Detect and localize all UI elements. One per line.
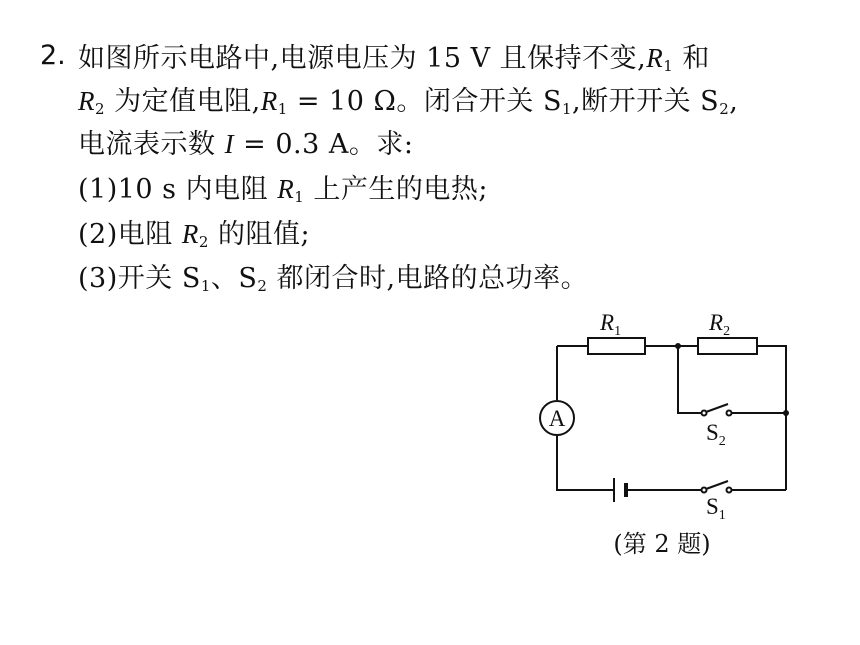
var-i: I [224, 129, 235, 159]
switch-s2-lever [706, 404, 728, 412]
text: = 10 Ω。闭合开关 S [287, 86, 562, 117]
sub-1: 1 [277, 100, 288, 118]
var: R [600, 310, 615, 335]
switch-s1-lever [706, 481, 728, 489]
sub: 1 [614, 324, 622, 339]
text: = 0.3 A。求: [234, 129, 414, 160]
switch-s1-contact [727, 488, 732, 493]
var-r2: R [181, 219, 199, 249]
text: (1)10 s 内电阻 [78, 174, 278, 205]
var: S [706, 420, 719, 445]
sub: 1 [718, 508, 726, 523]
text: 上产生的电热; [304, 174, 488, 205]
text: 为定值电阻, [105, 86, 261, 117]
figure-caption: (第 2 题) [613, 530, 711, 558]
sub-1: 1 [663, 57, 674, 75]
junction-dot [783, 410, 789, 416]
var-r1: R [260, 86, 278, 116]
text: ,断开开关 S [572, 86, 720, 117]
label-s2 [706, 420, 726, 449]
var-r1: R [646, 43, 664, 73]
resistor-r1 [588, 338, 645, 354]
sub-2: 2 [257, 277, 268, 295]
ammeter-label: A [548, 406, 566, 431]
sub-1: 1 [561, 100, 573, 118]
text: 和 [673, 43, 710, 74]
text: , [729, 86, 739, 117]
resistor-r2 [698, 338, 757, 354]
text: 如图所示电路中,电源电压为 15 V 且保持不变, [78, 43, 647, 74]
var-r1: R [277, 174, 295, 204]
sub: 2 [723, 324, 731, 339]
label-r1 [599, 310, 621, 339]
sub-2: 2 [719, 100, 730, 118]
label-r2 [708, 310, 730, 339]
sub-1: 1 [294, 188, 305, 206]
switch-s2-contact [727, 411, 732, 416]
text: 的阻值; [208, 219, 311, 250]
var: R [709, 310, 724, 335]
sub-2: 2 [95, 100, 106, 118]
sub: 2 [718, 434, 726, 449]
text: 都闭合时,电路的总功率。 [267, 263, 589, 294]
text: (2)电阻 [78, 219, 182, 250]
junction-dot [675, 343, 681, 349]
text: 、S [210, 263, 258, 294]
label-s1 [706, 494, 726, 523]
var-r2: R [78, 86, 95, 116]
text: 电流表示数 [78, 129, 225, 160]
wire-top-right [757, 346, 786, 490]
text: (3)开关 S [78, 263, 201, 294]
wire-s2-branch [678, 346, 786, 413]
sub-2: 2 [198, 233, 209, 251]
question-number: 2. [40, 40, 66, 71]
var: S [706, 494, 719, 519]
sub-1: 1 [200, 277, 211, 295]
